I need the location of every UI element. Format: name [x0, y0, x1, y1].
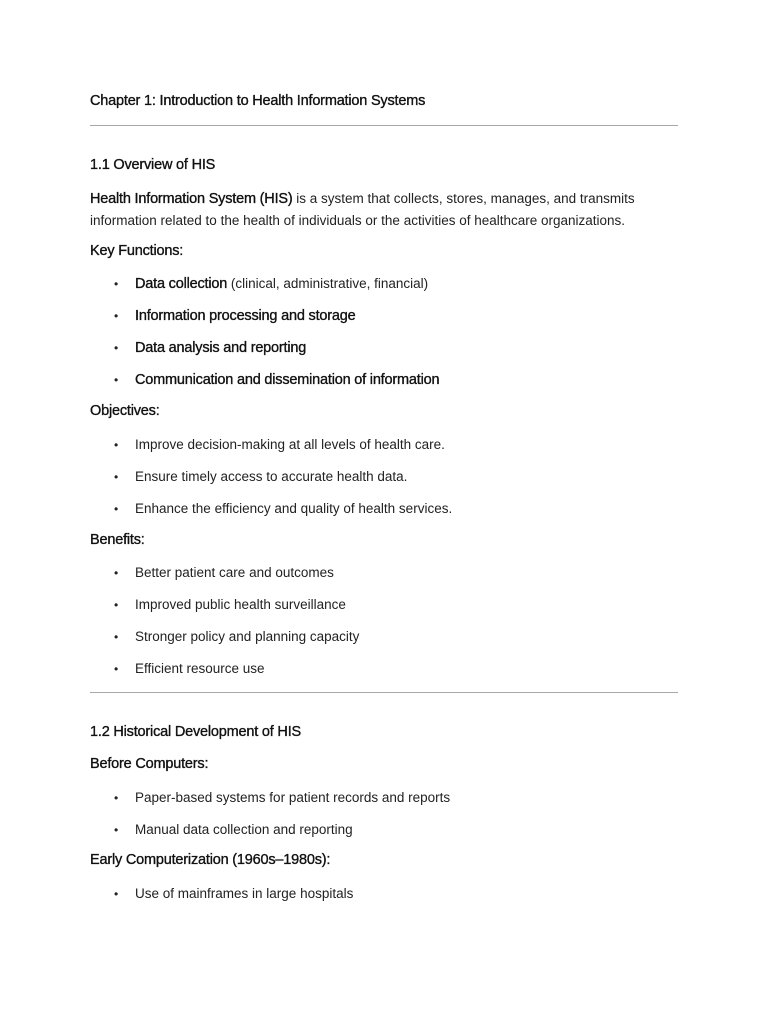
his-definition-line1 [90, 188, 678, 210]
bullet-icon: • [114, 791, 119, 805]
list-item-label: Data analysis and reporting [135, 340, 307, 356]
his-definition-term: Health Information System (HIS) [90, 191, 293, 207]
key-functions-heading: Key Functions: [90, 243, 184, 259]
chapter-title: Chapter 1: Introduction to Health Information Systems [90, 93, 426, 109]
list-item-label: Information processing and storage [135, 308, 356, 324]
bullet-icon: • [114, 598, 119, 612]
list-item-label: Ensure timely access to accurate health data. [135, 469, 408, 484]
list-item-label: Paper-based systems for patient records and reports [135, 790, 451, 805]
bullet-icon: • [114, 630, 119, 644]
list-item-label: Efficient resource use [135, 661, 265, 676]
horizontal-rule [90, 692, 678, 693]
his-definition-line2: information related to the health of individuals or the activities of healthcare organizations. [90, 213, 626, 228]
his-definition-rest: is a system that collects, stores, manages, and transmits [292, 191, 635, 206]
list-item-label: Data collection (clinical, administrative, financial) [135, 276, 429, 292]
bullet-icon: • [114, 887, 119, 901]
horizontal-rule [90, 125, 678, 126]
benefits-heading: Benefits: [90, 532, 145, 548]
bullet-icon: • [114, 470, 119, 484]
bullet-icon: • [114, 502, 119, 516]
section-title-1-2: 1.2 Historical Development of HIS [90, 724, 301, 740]
list-item-label: Use of mainframes in large hospitals [135, 886, 354, 901]
section-title-1-1: 1.1 Overview of HIS [90, 157, 216, 173]
list-item-label: Communication and dissemination of information [135, 372, 440, 388]
list-item-label: Stronger policy and planning capacity [135, 629, 360, 644]
list-item-label: Better patient care and outcomes [135, 565, 334, 580]
bullet-icon: • [114, 662, 119, 676]
list-item-label: Manual data collection and reporting [135, 822, 353, 837]
early-computerization-heading: Early Computerization (1960s–1980s): [90, 852, 331, 868]
list-item-label: Improved public health surveillance [135, 597, 346, 612]
list-item-suffix: (clinical, administrative, financial) [227, 276, 429, 291]
his-definition [90, 188, 678, 232]
bullet-icon: • [114, 277, 119, 291]
before-computers-heading: Before Computers: [90, 756, 209, 772]
bullet-icon: • [114, 309, 119, 323]
bullet-icon: • [114, 373, 119, 387]
objectives-heading: Objectives: [90, 403, 160, 419]
bullet-icon: • [114, 341, 119, 355]
list-item-label: Enhance the efficiency and quality of health services. [135, 501, 453, 516]
list-item-label: Improve decision-making at all levels of health care. [135, 437, 445, 452]
bullet-icon: • [114, 438, 119, 452]
bullet-icon: • [114, 566, 119, 580]
bullet-icon: • [114, 823, 119, 837]
